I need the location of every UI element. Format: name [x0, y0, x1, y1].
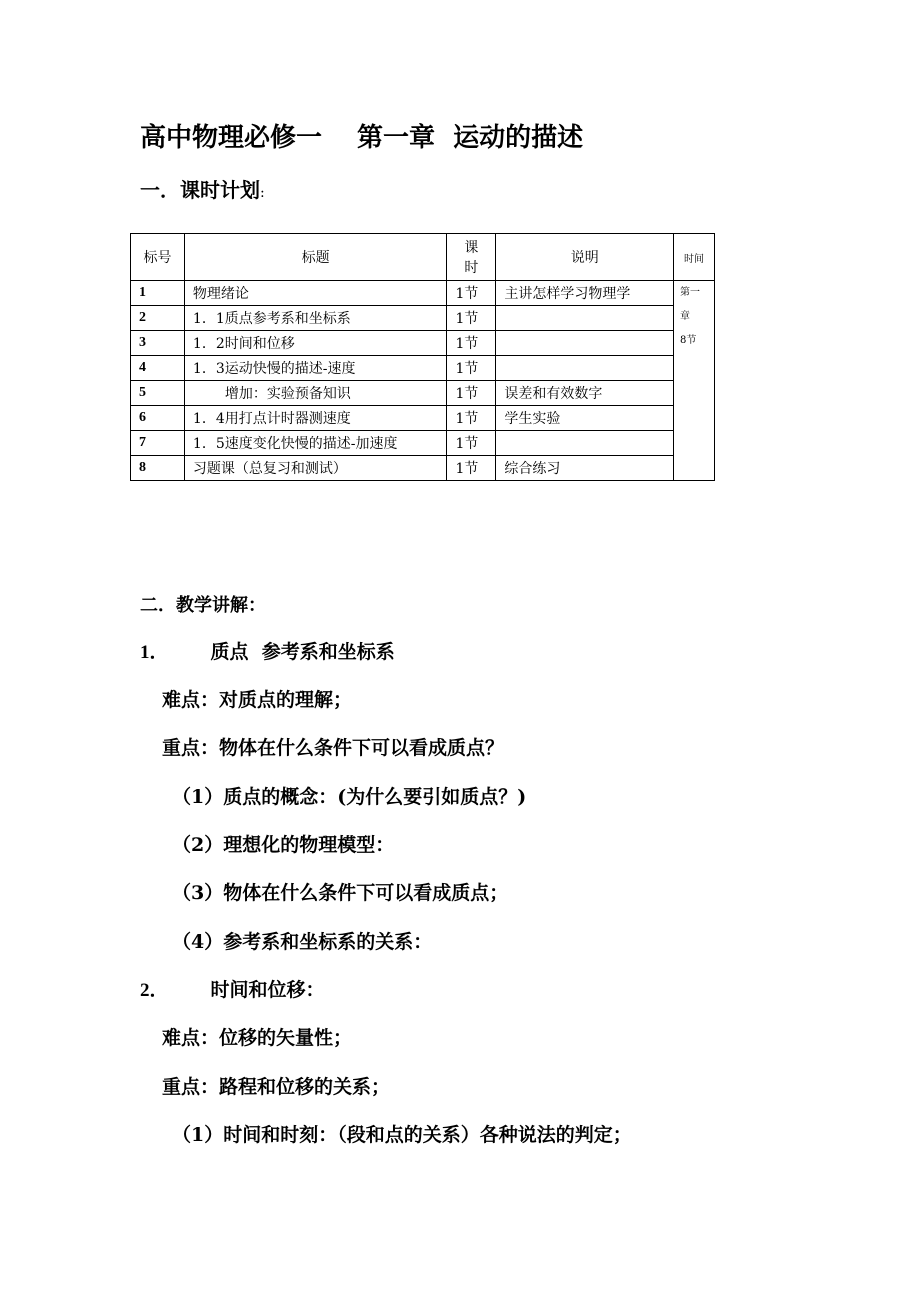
topic-2-title: 时间和位移：	[210, 979, 325, 1001]
topic-2-point: （1）时间和时刻：（段和点的关系）各种说法的判定；	[172, 1124, 632, 1146]
row-note: 学生实验	[496, 406, 674, 431]
topic-1-point: （3）物体在什么条件下可以看成质点；	[172, 882, 509, 904]
row-note: 综合练习	[496, 456, 674, 481]
topic-1-heading	[140, 637, 395, 664]
header-hours-line1: 课	[464, 240, 479, 256]
header-hours	[447, 234, 496, 281]
row-note: 主讲怎样学习物理学	[496, 281, 674, 306]
header-num: 标号	[131, 234, 185, 281]
table-row	[131, 381, 715, 406]
section-heading-text: 一．课时计划	[140, 178, 260, 202]
section-heading-teaching: 二．教学讲解：	[140, 595, 266, 616]
topic-1-difficulty: 难点：对质点的理解；	[162, 689, 353, 711]
topic-2-heading	[140, 975, 325, 1002]
row-title: 1．5速度变化快慢的描述-加速度	[184, 431, 447, 456]
time-line2: 章	[680, 311, 691, 322]
row-title: 1．2时间和位移	[184, 331, 447, 356]
page-title: 高中物理必修一 第一章 运动的描述	[140, 123, 584, 153]
row-num: 6	[131, 406, 185, 431]
topic-2-key: 重点：路程和位移的关系；	[162, 1076, 391, 1098]
row-title: 物理绪论	[184, 281, 447, 306]
row-title: 增加：实验预备知识	[184, 381, 447, 406]
row-note	[496, 356, 674, 381]
topic-1-title: 质点 参考系和坐标系	[210, 641, 395, 663]
row-hours: 1节	[447, 381, 496, 406]
topic-1-point: （2）理想化的物理模型：	[172, 834, 395, 856]
row-num: 1	[131, 281, 185, 306]
row-hours: 1节	[447, 406, 496, 431]
time-line3: 8节	[680, 335, 697, 346]
row-note: 误差和有效数字	[496, 381, 674, 406]
table-row	[131, 356, 715, 381]
row-hours: 1节	[447, 281, 496, 306]
topic-2-number: 2．	[140, 980, 169, 1001]
row-num: 3	[131, 331, 185, 356]
table-header-row	[131, 234, 715, 281]
row-note	[496, 431, 674, 456]
time-line1: 第一	[680, 287, 701, 298]
row-num: 8	[131, 456, 185, 481]
row-note	[496, 331, 674, 356]
topic-1-key: 重点：物体在什么条件下可以看成质点？	[162, 737, 505, 759]
row-hours: 1节	[447, 431, 496, 456]
time-cell	[674, 281, 715, 481]
row-num: 2	[131, 306, 185, 331]
row-num: 5	[131, 381, 185, 406]
table-row	[131, 406, 715, 431]
table-row	[131, 456, 715, 481]
topic-1-number: 1．	[140, 642, 169, 663]
row-title: 1．3运动快慢的描述-速度	[184, 356, 447, 381]
row-hours: 1节	[447, 456, 496, 481]
row-title: 1．4用打点计时器测速度	[184, 406, 447, 431]
row-hours: 1节	[447, 356, 496, 381]
table-row	[131, 431, 715, 456]
schedule-table	[130, 233, 715, 481]
row-note	[496, 306, 674, 331]
header-title: 标题	[184, 234, 447, 281]
header-time: 时间	[674, 234, 715, 281]
table-row	[131, 331, 715, 356]
table-row	[131, 281, 715, 306]
topic-1-point: （1）质点的概念：(为什么要引如质点？)	[172, 786, 527, 808]
section-heading-colon: :	[260, 185, 265, 201]
row-title: 1．1质点参考系和坐标系	[184, 306, 447, 331]
header-hours-line2: 时	[464, 260, 479, 276]
section-heading-schedule	[140, 174, 265, 203]
row-hours: 1节	[447, 306, 496, 331]
table-row	[131, 306, 715, 331]
topic-2-difficulty: 难点：位移的矢量性；	[162, 1027, 353, 1049]
row-num: 7	[131, 431, 185, 456]
header-note: 说明	[496, 234, 674, 281]
topic-1-point: （4）参考系和坐标系的关系：	[172, 931, 433, 953]
row-num: 4	[131, 356, 185, 381]
row-hours: 1节	[447, 331, 496, 356]
row-title: 习题课（总复习和测试）	[184, 456, 447, 481]
